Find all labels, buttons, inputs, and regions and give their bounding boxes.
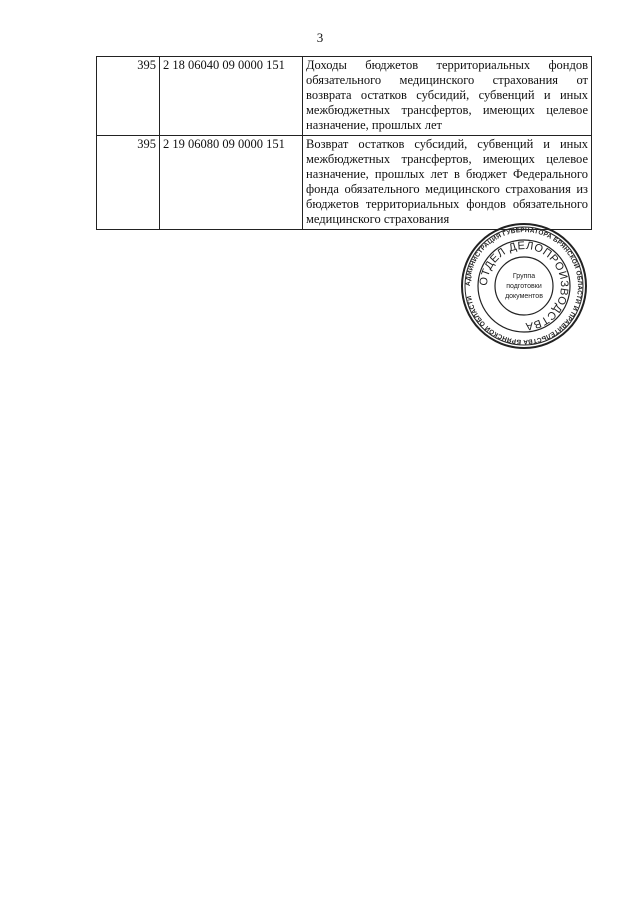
budget-code-cell: 2 19 06080 09 0000 151 bbox=[160, 136, 303, 230]
description-cell: Доходы бюджетов территориальных фондов обязательного медицинского страхования от возврата остатков субсидий, субвенций и иных межбюджетных трансфертов, имеющих целевое назначение, прошлых лет bbox=[303, 57, 592, 136]
stamp-center-line: Группа bbox=[512, 273, 536, 280]
table-row bbox=[97, 57, 592, 136]
budget-codes-table bbox=[96, 56, 592, 230]
page-number: 3 bbox=[316, 30, 324, 45]
official-stamp bbox=[460, 222, 588, 350]
stamp-outer-text: АДМИНИСТРАЦИЯ ГУБЕРНАТОРА БРЯНСКОЙ ОБЛАСТИ И ПРАВИТЕЛЬСТВА БРЯНСКОЙ ОБЛАСТИ bbox=[464, 226, 584, 346]
budget-code-cell: 2 18 06040 09 0000 151 bbox=[160, 57, 303, 136]
stamp-center-line: подготовки bbox=[506, 283, 542, 290]
table-row bbox=[97, 136, 592, 230]
stamp-ring-text: ОТДЕЛ ДЕЛОПРОИЗВОДСТВА bbox=[477, 239, 571, 333]
admin-code-cell: 395 bbox=[97, 57, 160, 136]
stamp-center-line: документов bbox=[505, 293, 543, 300]
description-cell: Возврат остатков субсидий, субвенций и иных межбюджетных трансфертов, имеющих целевое назначение, прошлых лет в бюджет Федерального фонда обязательного медицинского страхования из бюджетов территориальных фондов обязательного медицинского страхования bbox=[303, 136, 592, 230]
admin-code-cell: 395 bbox=[97, 136, 160, 230]
stamp-seal-icon bbox=[460, 222, 588, 350]
